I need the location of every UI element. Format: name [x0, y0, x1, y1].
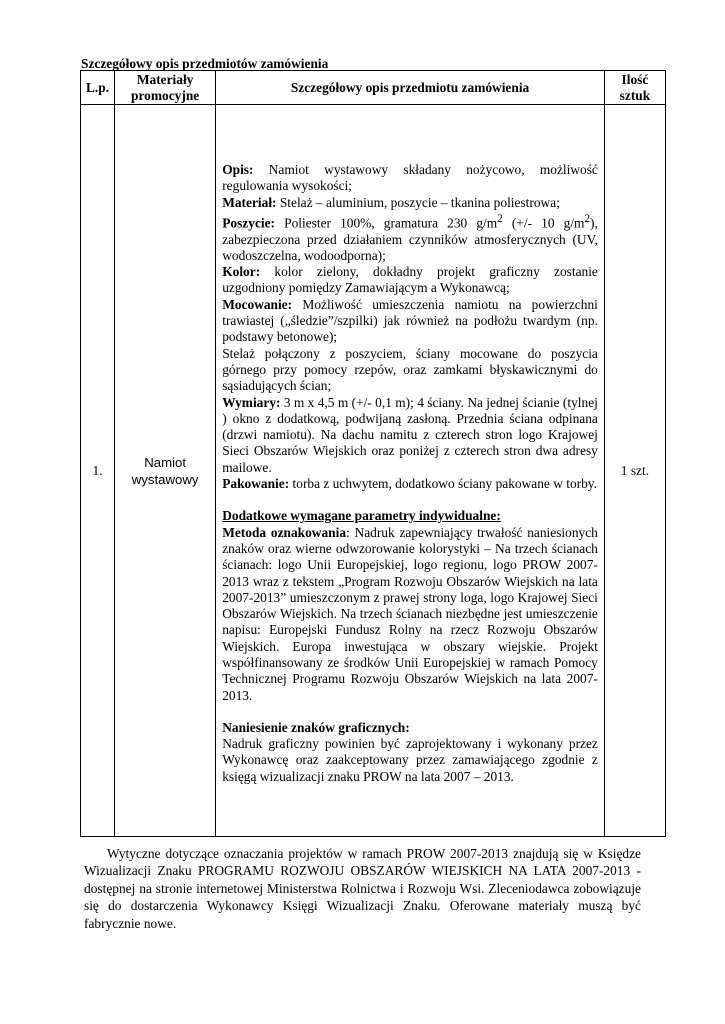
- desc-wymiary: [222, 395, 598, 476]
- item-description: [216, 105, 605, 837]
- header-quantity-line2: sztuk: [619, 87, 651, 103]
- desc-material-label: Materiał:: [222, 194, 277, 210]
- desc-kolor: [222, 264, 598, 297]
- desc-kolor-text: kolor zielony, dokładny projekt graficzny zostanie uzgodniony pomiędzy Zamawiającym a Wykonawcą;: [222, 264, 598, 296]
- desc-opis-text: Namiot wystawowy składany nożycowo, możliwość regulowania wysokości;: [222, 161, 598, 194]
- desc-poszycie-label: Poszycie:: [222, 215, 276, 231]
- table-header-row: [81, 71, 666, 105]
- specification-table: [80, 70, 666, 837]
- header-materials-line2: promocyjne: [131, 87, 200, 103]
- desc-naniesienie-text: Nadruk graficzny powinien być zaprojektowany i wykonany przez Wykonawcę oraz zaakceptowany przez zamawiającego zgodnie z księgą wizualizacji znaku PROW na lata 2007 – 2013.: [222, 736, 598, 784]
- desc-material: [222, 195, 598, 211]
- spacer: [222, 492, 598, 508]
- desc-stelaz: Stelaż połączony z poszyciem, ściany mocowane do poszycia górnego przy pomocy rzepów, oraz zamkami błyskawicznymi do sąsiadujących ścian;: [222, 345, 598, 394]
- desc-mocowanie-text: Możliwość umieszczenia namiotu na powierzchni trawiastej („śledzie”/szpilki) jak również na podłożu twardym (np. podstawy betonowe);: [222, 296, 598, 345]
- desc-kolor-label: Kolor:: [222, 264, 261, 280]
- desc-opis: [222, 162, 598, 195]
- item-quantity: 1 szt.: [604, 105, 665, 837]
- header-description: Szczegółowy opis przedmiotu zamówienia: [216, 71, 605, 105]
- desc-poszycie-text-3: ), zabezpieczona przed działaniem czynników atmosferycznych (UV, wodoszczelna, wodoodporna);: [222, 215, 598, 263]
- header-lp: L.p.: [81, 71, 115, 105]
- desc-pakowanie-text: torba z uchwytem, dodatkowo ściany pakowane w torby.: [289, 476, 597, 492]
- desc-mocowanie: [222, 297, 598, 346]
- desc-wymiary-text: 3 m x 4,5 m (+/- 0,1 m); 4 ściany. Na jednej ścianie (tylnej ) okno z dodatkową, podwijaną zasłoną. Przednia ściana odpinana (drzwi namiotu). Na dachu namitu z czterech stron logo Krajowej Sieci Obszarów Wiejskich oraz poniżej z czterech stron dwa adresy mailowe.: [222, 394, 598, 475]
- row-number: 1.: [81, 105, 115, 837]
- guidelines-paragraph: Wytyczne dotyczące oznaczania projektów w ramach PROW 2007-2013 znajdują się w Księdze Wizualizacji Znaku PROGRAMU ROZWOJU OBSZARÓW WIEJSKICH NA LATA 2007-2013 - dostępnej na stronie internetowej Ministerstwa Rolnictwa i Rozwoju Wsi. Zleceniodawca zobowiązuje się do dostarczenia Wykonawcy Księgi Wizualizacji Znaku. Oferowane materiały muszą być fabrycznie nowe.: [84, 846, 641, 931]
- table-row: [81, 105, 666, 837]
- header-materials: [115, 71, 216, 105]
- desc-opis-label: Opis:: [222, 161, 254, 177]
- desc-poszycie: [222, 211, 598, 264]
- desc-metoda-text: : Nadruk zapewniający trwałość naniesionych znaków oraz wierne odwzorowanie kolorystyki – Na trzech ścianach ścianach: logo Unii Europejskiej, logo regionu, logo PROW 2007-2013 wraz z tekstem „Program Rozwoju Obszarów Wiejskich na lata 2007-2013” umieszczonym z prawej strony loga, logo Krajowej Sieci Obszarów Wiejskich. Na trzech ścianach niezbędne jest umieszczenie napisu: Europejski Fundusz Rolny na rzecz Rozwoju Obszarów Wiejskich. Europa inwestująca w obszary wiejskie. Projekt współfinansowany ze środków Unii Europejskiej w ramach Pomocy Technicznej Programu Rozwoju Obszarów Wiejskich na lata 2007-2013.: [222, 524, 598, 703]
- desc-naniesienie-heading: [222, 720, 598, 736]
- desc-metoda-label: Metoda oznakowania: [222, 524, 347, 540]
- desc-additional-heading: Dodatkowe wymagane parametry indywidualne:: [222, 508, 501, 524]
- header-quantity-line1: Ilość: [621, 71, 649, 87]
- item-name-line1: Namiot: [144, 454, 187, 470]
- desc-mocowanie-label: Mocowanie:: [222, 296, 293, 312]
- item-name: [115, 105, 216, 837]
- spacer: [222, 704, 598, 720]
- desc-poszycie-text-2: (+/- 10 g/m: [502, 215, 585, 231]
- desc-material-text: Stelaż – aluminium, poszycie – tkanina poliestrowa;: [276, 194, 560, 210]
- desc-poszycie-sup-1: 2: [497, 212, 503, 225]
- header-materials-line1: Materiały: [136, 71, 194, 87]
- header-quantity: [604, 71, 665, 105]
- desc-wymiary-label: Wymiary:: [222, 394, 281, 410]
- item-name-line2: wystawowy: [131, 471, 199, 487]
- desc-pakowanie: [222, 476, 598, 492]
- desc-poszycie-text-1: Poliester 100%, gramatura 230 g/m: [275, 215, 498, 231]
- section-heading: Szczegółowy opis przedmiotów zamówienia: [81, 56, 329, 71]
- desc-naniesienie-label: Naniesienie znaków graficznych:: [222, 719, 410, 735]
- desc-pakowanie-label: Pakowanie:: [222, 476, 290, 492]
- desc-metoda: [222, 525, 598, 704]
- desc-poszycie-sup-2: 2: [584, 212, 591, 225]
